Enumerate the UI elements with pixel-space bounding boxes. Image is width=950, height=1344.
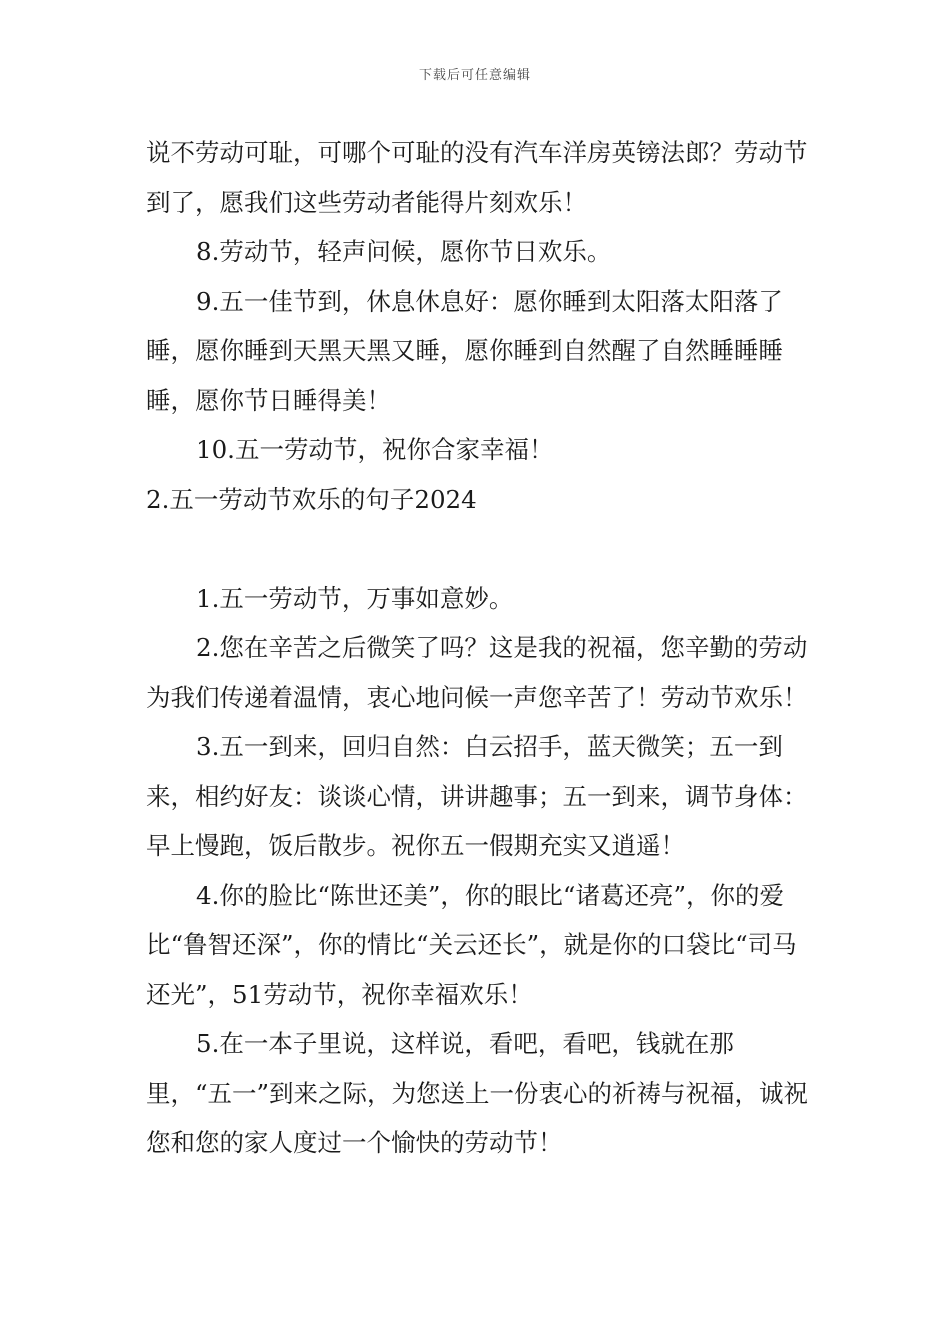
- blank-line: [146, 524, 814, 574]
- document-body: [146, 128, 814, 1168]
- paragraph-continued: 说不劳动可耻，可哪个可耻的没有汽车洋房英镑法郎？劳动节到了，愿我们这些劳动者能得片刻欢乐！: [146, 138, 808, 217]
- paragraph-item-8: 8.劳动节，轻声问候，愿你节日欢乐。: [196, 237, 612, 266]
- paragraph-item-3: 3.五一到来，回归自然：白云招手，蓝天微笑；五一到来，相约好友：谈谈心情，讲讲趣事；五一到来，调节身体：早上慢跑，饭后散步。祝你五一假期充实又逍遥！: [146, 732, 808, 860]
- paragraph-item-10: 10.五一劳动节，祝你合家幸福！: [196, 435, 554, 464]
- paragraph-item-5: 5.在一本子里说，这样说，看吧，看吧，钱就在那里，“五一”到来之际，为您送上一份衷心的祈祷与祝福，诚祝您和您的家人度过一个愉快的劳动节！: [146, 1029, 809, 1157]
- page-header: 下载后可任意编辑: [418, 68, 531, 83]
- paragraph-item-4: 4.你的脸比“陈世还美”，你的眼比“诸葛还亮”，你的爱比“鲁智还深”，你的情比“关云还长”，就是你的口袋比“司马还光”，51劳动节，祝你幸福欢乐！: [146, 880, 797, 1009]
- paragraph-item-9: 9.五一佳节到，休息休息好：愿你睡到太阳落太阳落了睡，愿你睡到天黑天黑又睡，愿你睡到自然醒了自然睡睡睡睡，愿你节日睡得美！: [146, 286, 783, 415]
- paragraph-item-2: 2.您在辛苦之后微笑了吗？这是我的祝福，您辛勤的劳动为我们传递着温情，衷心地问候一声您辛苦了！劳动节欢乐！: [146, 633, 808, 712]
- paragraph-item-1: 1.五一劳动节，万事如意妙。: [196, 583, 514, 613]
- section-heading: 2.五一劳动节欢乐的句子2024: [146, 484, 477, 514]
